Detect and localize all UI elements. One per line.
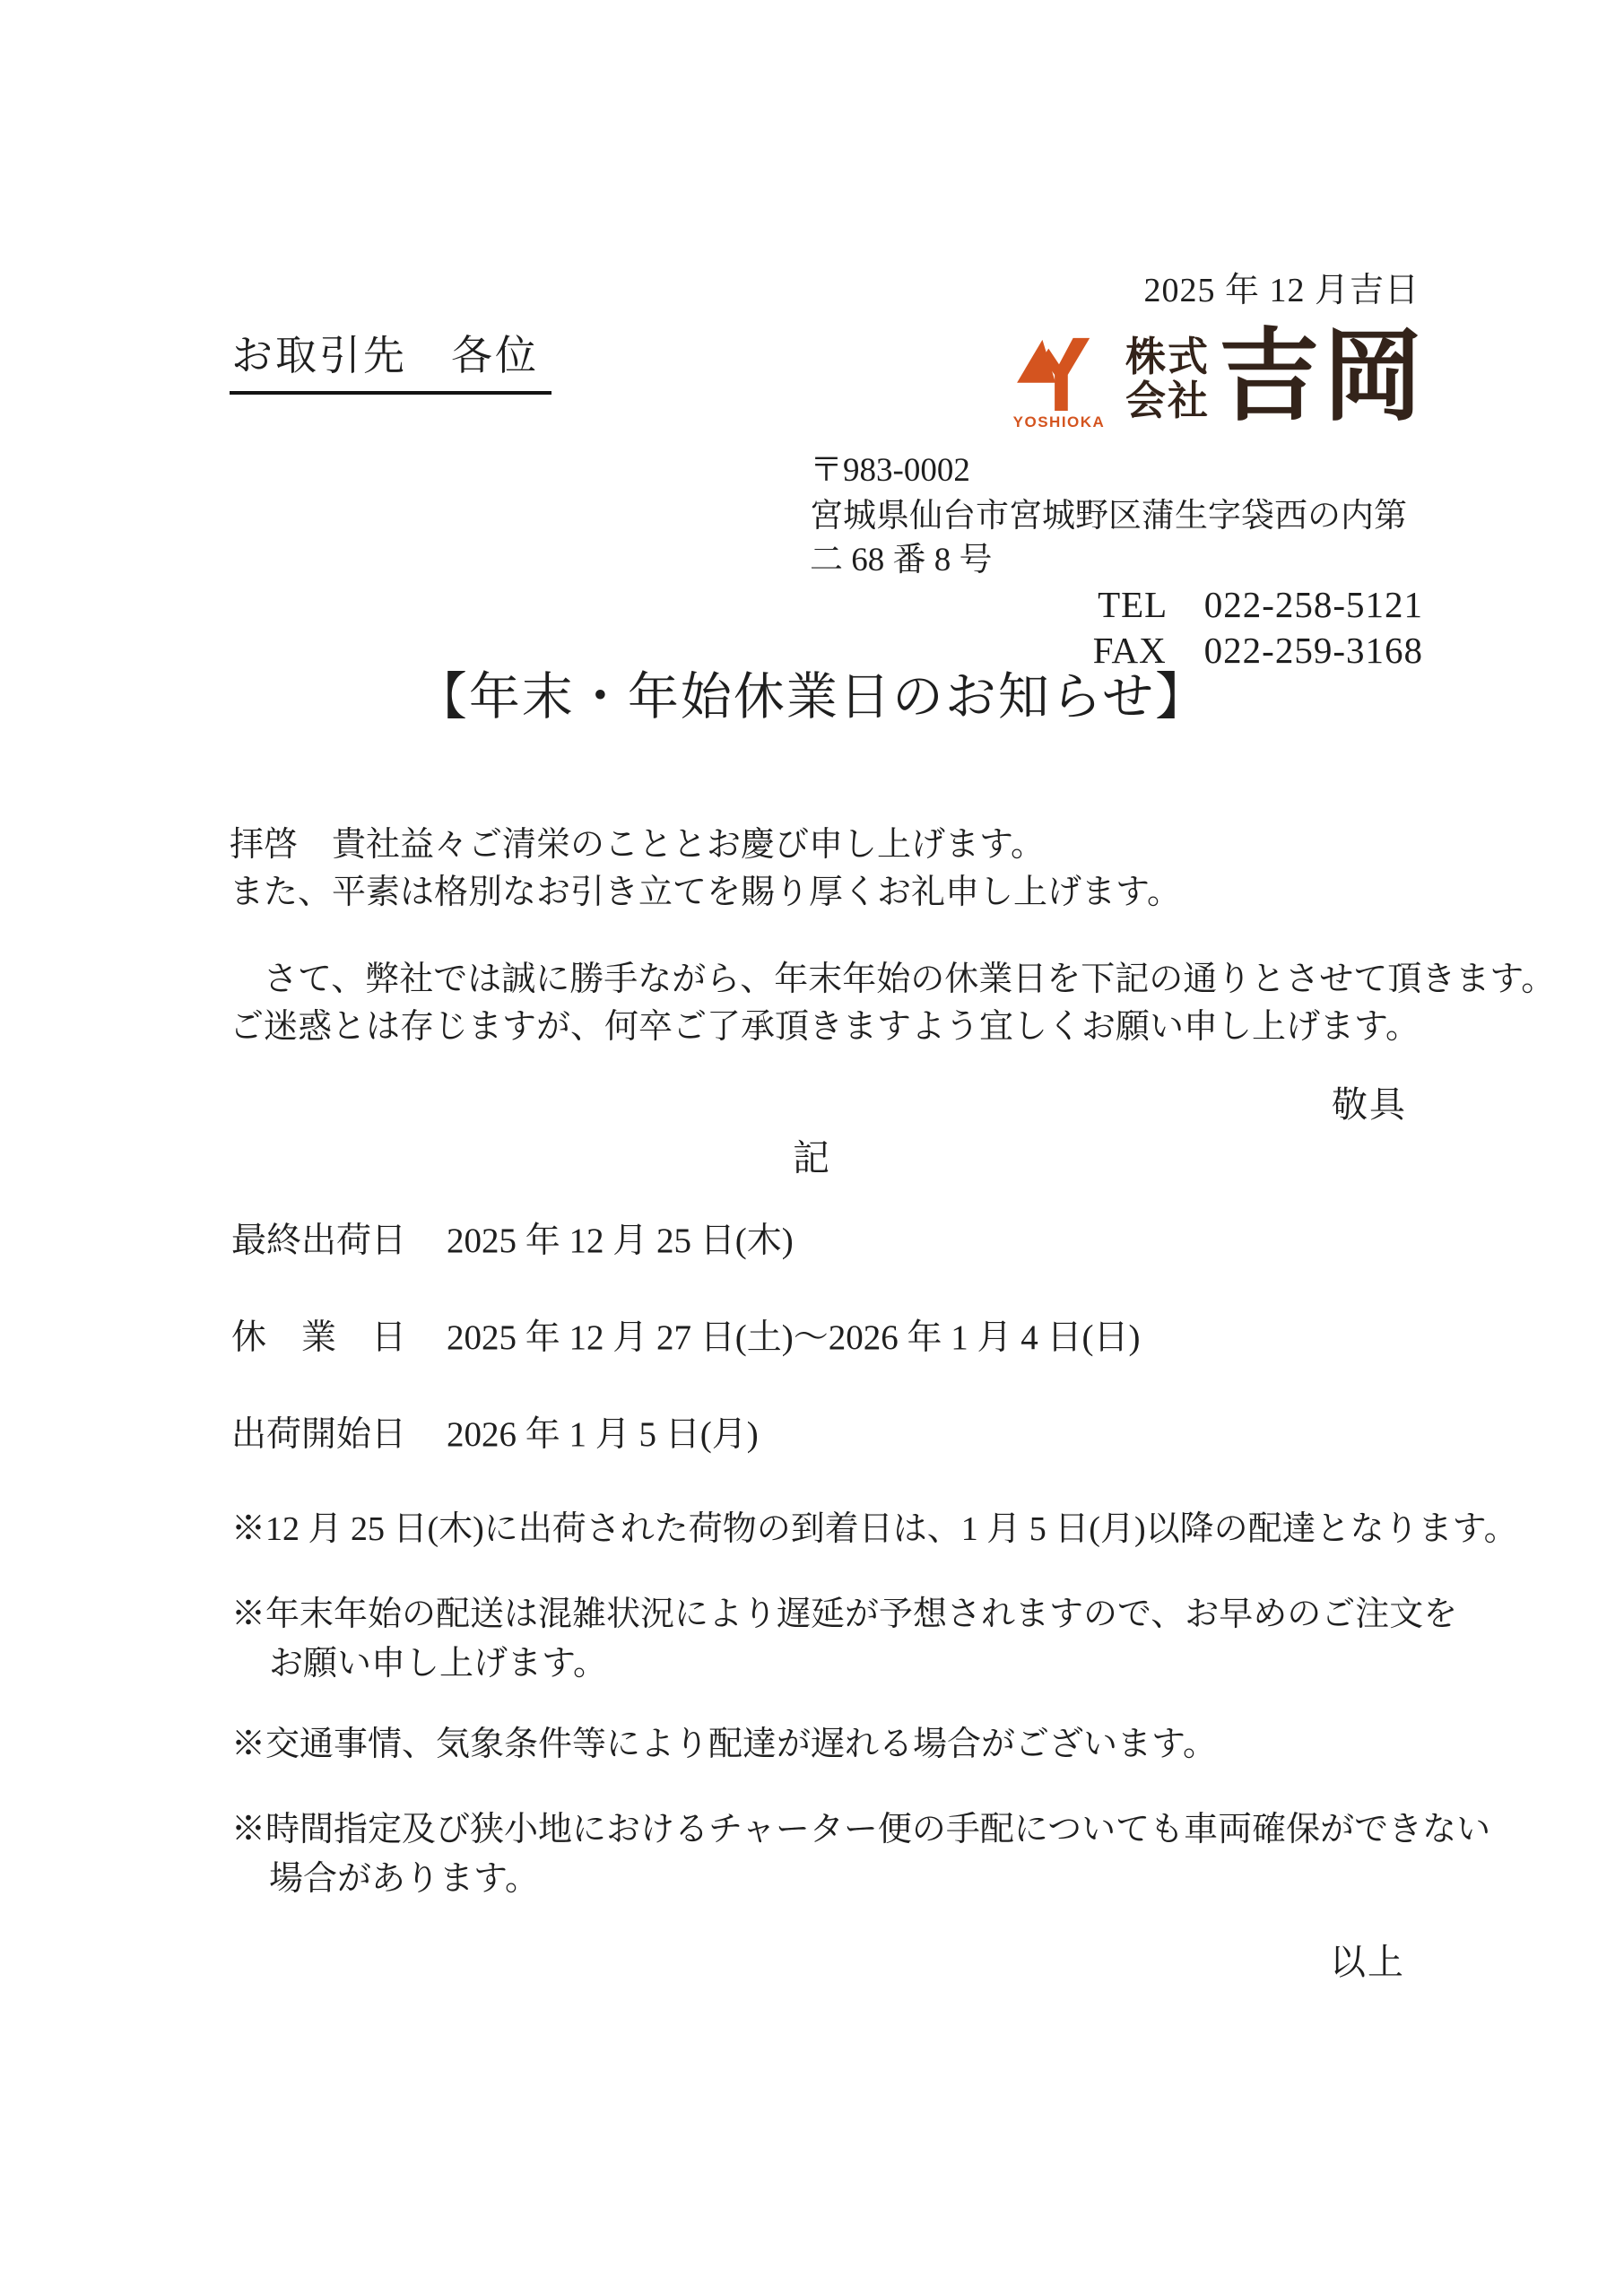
note-arrival-date [231,1505,1518,1554]
logo-prefix-top: 株式 [1125,334,1210,379]
tel-number: TEL 022-258-5121 [1098,584,1423,625]
note-line: 場合があります。 [269,1860,539,1898]
yoshioka-y-mark-icon [1014,334,1104,411]
company-logo [1007,320,1427,432]
notice-title: 【年末・年始休業日のお知らせ】 [415,669,1209,726]
logo-mark-column [1007,334,1111,431]
schedule-value: 2026 年 1 月 5 日(月) [447,1415,759,1454]
fax-number: FAX 022-259-3168 [1092,630,1423,671]
schedule-list [231,1213,1140,1503]
note-line: ※交通事情、気象条件等により配達が遅れる場合がございます。 [231,1726,1217,1763]
body-paragraph [230,956,1555,1051]
logo-prefix-bottom: 会社 [1125,378,1210,423]
greeting-paragraph [230,822,1181,917]
note-line: ※年末年始の配送は混雑状況により遅延が予想されますので、お早めのご注文を [231,1596,1458,1633]
note-line: ※12 月 25 日(木)に出荷された荷物の到着日は、1 月 5 日(月)以降の配達となります。 [231,1510,1518,1548]
recipient-line: お取引先 各位 [230,323,551,395]
postal-code: 〒983-0002 [810,452,970,489]
schedule-value: 2025 年 12 月 25 日(木) [447,1222,794,1260]
note-charter-availability [231,1805,1490,1904]
schedule-row-shipping-restart [231,1406,1140,1457]
schedule-row-last-shipping [231,1213,1140,1263]
logo-company-type [1125,335,1210,422]
greeting-line: 拝啓 貴社益々ご清栄のこととお慶び申し上げます。 [230,826,1045,864]
note-delivery-delay [231,1590,1457,1689]
schedule-label: 最終出荷日 [231,1222,407,1260]
schedule-label: 休 業 日 [231,1318,407,1357]
schedule-label: 出荷開始日 [231,1415,407,1454]
letter-date: 2025 年 12 月吉日 [1143,272,1420,309]
note-line: お願い申し上げます。 [269,1645,607,1683]
schedule-row-holiday [231,1309,1140,1360]
body-line: ご迷惑とは存じますが、何卒ご了承頂きますよう宜しくお願い申し上げます。 [230,1008,1420,1046]
sender-block [810,448,1423,674]
note-line: ※時間指定及び狭小地におけるチャーター便の手配についても車両確保ができない [231,1811,1491,1848]
end-marker: 以上 [1330,1942,1405,1982]
logo-company-name: 吉岡 [1219,320,1427,432]
logo-romaji-text: YOSHIOKA [1012,413,1106,430]
closing-word: 敬具 [1332,1084,1407,1125]
greeting-line: また、平素は格別なお引き立てを賜り厚くお礼申し上げます。 [230,874,1181,911]
note-traffic-weather [231,1720,1217,1770]
record-marker: 記 [793,1137,831,1178]
body-line: さて、弊社では誠に勝手ながら、年末年始の休業日を下記の通りとさせて頂きます。 [230,961,1556,998]
schedule-value: 2025 年 12 月 27 日(土)～2026 年 1 月 4 日(日) [447,1318,1141,1357]
street-address: 宮城県仙台市宮城野区蒲生字袋西の内第二 68 番 8 号 [810,498,1407,578]
